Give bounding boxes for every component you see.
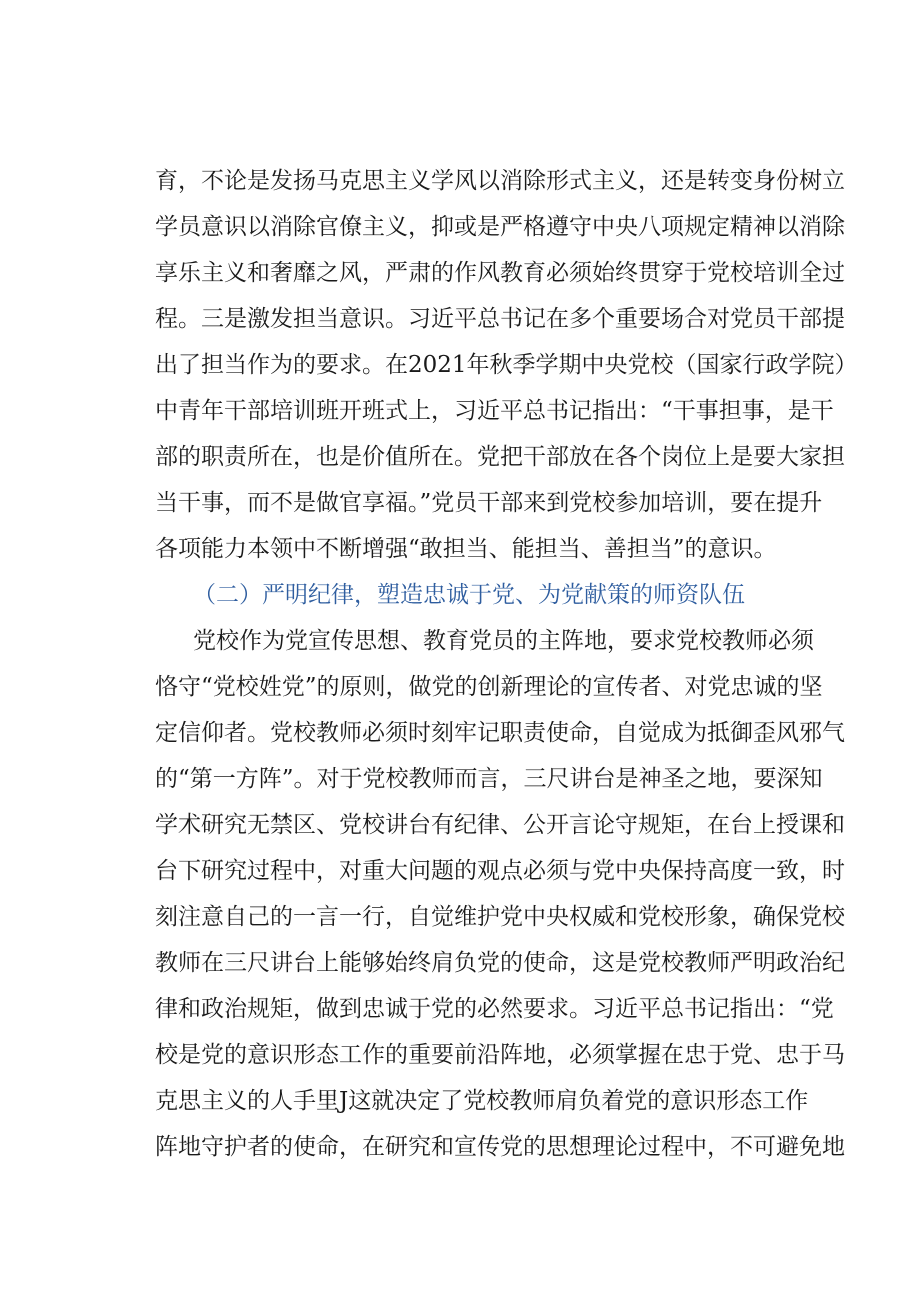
document-body [155, 158, 858, 1170]
text-line: 校是党的意识形态工作的重要前沿阵地，必须掌握在忠于党、忠于马 [155, 1042, 845, 1068]
text-line: 阵地守护者的使命，在研究和宣传党的思想理论过程中，不可避免地 [155, 1134, 845, 1160]
section-heading: （二）严明纪律，塑造忠诚于党、为党献策的师资队伍 [193, 582, 745, 608]
text-line: 恪守“党校姓党”的原则，做党的创新理论的宣传者、对党忠诚的坚 [155, 674, 823, 700]
text-line: 学术研究无禁区、党校讲台有纪律、公开言论守规矩，在台上授课和 [155, 812, 845, 838]
text-line: 享乐主义和奢靡之风，严肃的作风教育必须始终贯穿于党校培训全过 [155, 260, 845, 286]
text-line: 中青年干部培训班开班式上，习近平总书记指出：“干事担事，是干 [155, 398, 834, 424]
text-line: 教师在三尺讲台上能够始终肩负党的使命，这是党校教师严明政治纪 [155, 950, 845, 976]
text-line: 党校作为党宣传思想、教育党员的主阵地，要求党校教师必须 [193, 628, 814, 654]
text-line: 各项能力本领中不断增强“敢担当、能担当、善担当”的意识。 [155, 536, 777, 562]
text-line: 刻注意自己的一言一行，自觉维护党中央权威和党校形象，确保党校 [155, 904, 845, 930]
paragraph-teachers [155, 618, 845, 1170]
text-line: 学员意识以消除官僚主义，抑或是严格遵守中央八项规定精神以消除 [155, 214, 845, 240]
paragraph-continuation [155, 158, 858, 572]
text-line: 程。三是激发担当意识。习近平总书记在多个重要场合对党员干部提 [155, 306, 845, 332]
text-line: 台下研究过程中，对重大问题的观点必须与党中央保持高度一致，时 [155, 858, 845, 884]
text-line: 的“第一方阵”。对于党校教师而言，三尺讲台是神圣之地，要深知 [155, 766, 823, 792]
text-line: 育，不论是发扬马克思主义学风以消除形式主义，还是转变身份树立 [155, 168, 845, 194]
text-line: 律和政治规矩，做到忠诚于党的必然要求。习近平总书记指出：“党 [155, 996, 834, 1022]
text-line: 克思主义的人手里J这就决定了党校教师肩负着党的意识形态工作 [155, 1088, 809, 1114]
text-line: 部的职责所在，也是价值所在。党把干部放在各个岗位上是要大家担 [155, 444, 845, 470]
text-line: 出了担当作为的要求。在2021年秋季学期中央党校（国家行政学院） [155, 352, 858, 378]
text-line: 当干事，而不是做官享福。”党员干部来到党校参加培训，要在提升 [155, 490, 823, 516]
text-line: 定信仰者。党校教师必须时刻牢记职责使命，自觉成为抵御歪风邪气 [155, 720, 845, 746]
